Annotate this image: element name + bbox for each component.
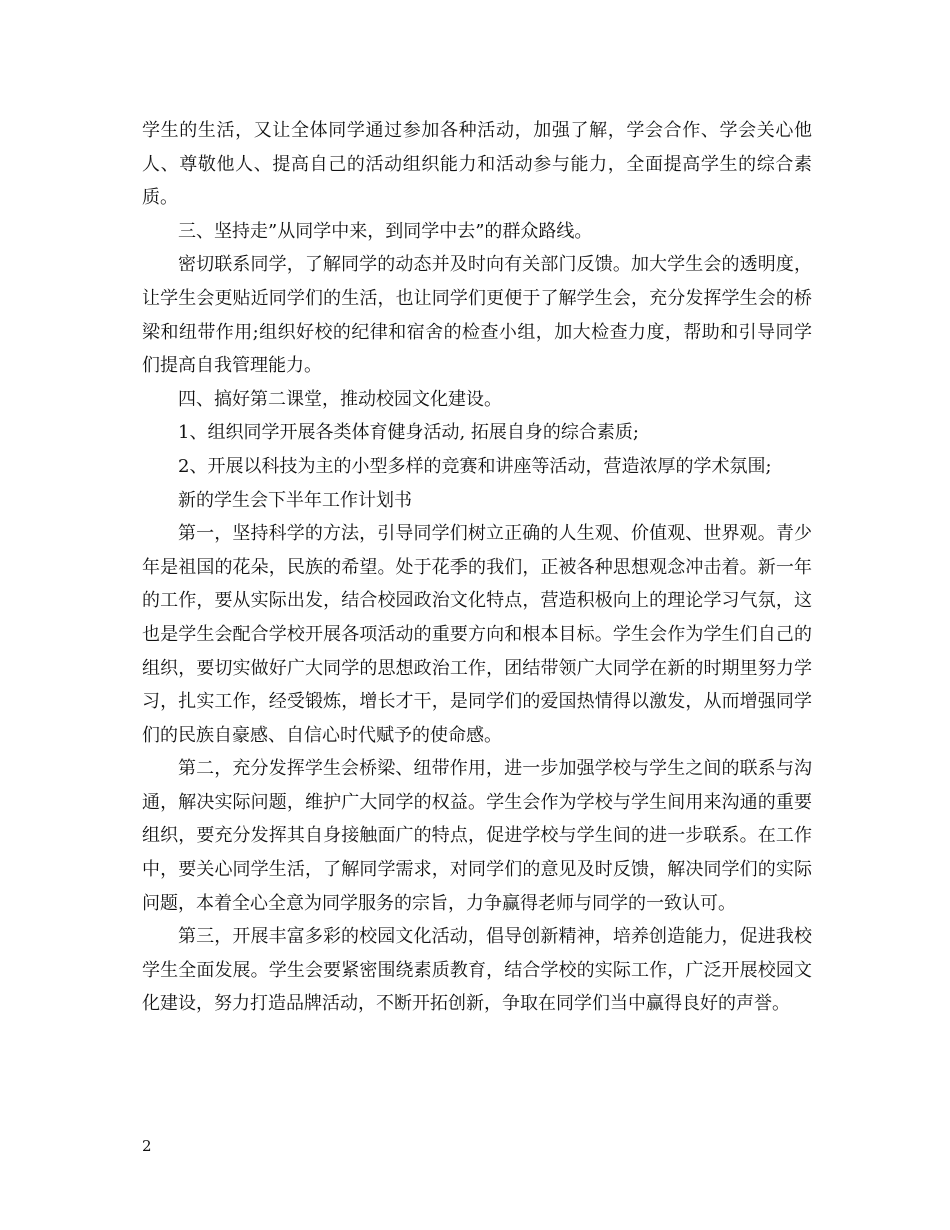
paragraph-continuation: 学生的生活，又让全体同学通过参加各种活动，加强了解，学会合作、学会关心他人、尊敬他人、提高自己的活动组织能力和活动参与能力，全面提高学生的综合素质。 [142,120,812,209]
paragraph: 第三，开展丰富多彩的校园文化活动，倡导创新精神，培养创造能力，促进我校学生全面发展。学生会要紧密围绕素质教育，结合学校的实际工作，广泛开展校园文化建设，努力打造品牌活动，不断开拓创新，争取在同学们当中赢得良好的声誉。 [142,926,812,1015]
document-subtitle: 新的学生会下半年工作计划书 [178,489,412,511]
paragraph: 第二，充分发挥学生会桥梁、纽带作用，进一步加强学校与学生之间的联系与沟通，解决实际问题，维护广大同学的权益。学生会作为学校与学生间用来沟通的重要组织，要充分发挥其自身接触面广的特点，促进学校与学生间的进一步联系。在工作中，要关心同学生活，了解同学需求，对同学们的意见及时反馈，解决同学们的实际问题，本着全心全意为同学服务的宗旨，力争赢得老师与同学的一致认可。 [142,758,812,914]
page-number: 2 [142,1137,152,1155]
section-heading-four: 四、搞好第二课堂，推动校园文化建设。 [178,388,502,410]
paragraph: 第一，坚持科学的方法，引导同学们树立正确的人生观、价值观、世界观。青少年是祖国的花朵，民族的希望。处于花季的我们，正被各种思想观念冲击着。新一年的工作，要从实际出发，结合校园政治文化特点，营造积极向上的理论学习气氛，这也是学生会配合学校开展各项活动的重要方向和根本目标。学生会作为学生们自己的组织，要切实做好广大同学的思想政治工作，团结带领广大同学在新的时期里努力学习，扎实工作，经受锻炼，增长才干，是同学们的爱国热情得以激发，从而增强同学们的民族自豪感、自信心时代赋予的使命感。 [142,523,812,746]
document-body [142,114,812,1021]
list-item: 2、开展以科技为主的小型多样的竞赛和讲座等活动，营造浓厚的学术氛围; [178,455,772,477]
section-heading-three: 三、坚持走”从同学中来，到同学中去”的群众路线。 [178,220,593,242]
paragraph: 密切联系同学，了解同学的动态并及时向有关部门反馈。加大学生会的透明度，让学生会更贴近同学们的生活，也让同学们更便于了解学生会，充分发挥学生会的桥梁和纽带作用;组织好校的纪律和宿舍的检查小组，加大检查力度，帮助和引导同学们提高自我管理能力。 [142,254,812,377]
list-item: 1、组织同学开展各类体育健身活动, 拓展自身的综合素质; [178,422,639,444]
